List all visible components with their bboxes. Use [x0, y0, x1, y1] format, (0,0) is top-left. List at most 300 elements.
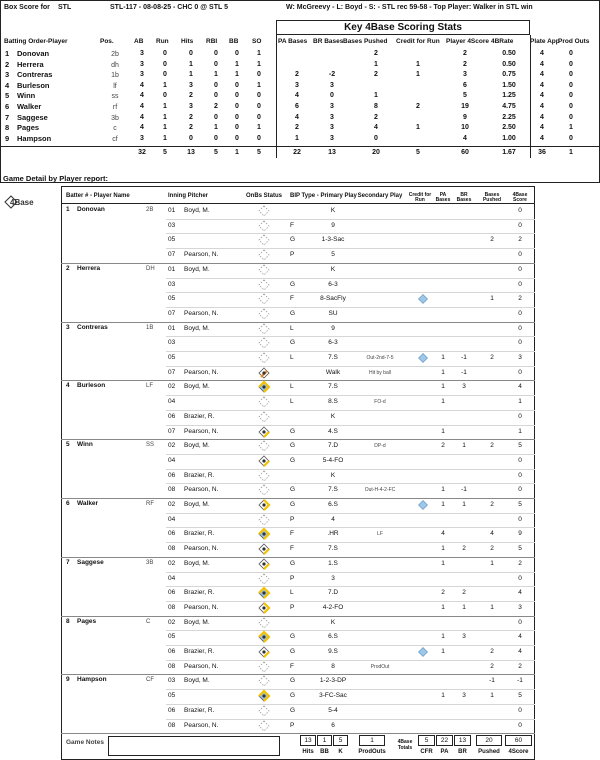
pa-bases: 1 — [441, 692, 445, 700]
pa-4base-score: 2 — [518, 236, 522, 244]
pa-rule — [166, 336, 535, 337]
pa-bases: 1 — [441, 559, 445, 567]
box-cell-rate: 1.00 — [502, 134, 516, 142]
box-cell-score: 10 — [461, 124, 469, 132]
onbase-diamond-icon — [257, 410, 271, 424]
box-cell-run: 0 — [163, 50, 167, 57]
onbase-diamond-icon — [257, 527, 271, 541]
box-cell-bb: 1 — [235, 71, 239, 79]
box-cell-rbi: 0 — [214, 60, 218, 68]
credit-run-diamond-icon — [418, 294, 428, 304]
pa-primary-play: 1-3-Sac — [321, 236, 345, 244]
onbase-diamond-icon — [257, 483, 271, 497]
total-br-box: 13 — [454, 735, 471, 746]
pa-primary-play: SU — [328, 309, 338, 317]
box-cell-rbi: 2 — [214, 103, 218, 110]
pa-4base-score: 4 — [518, 633, 522, 641]
br-bases: 3 — [462, 692, 466, 700]
box-cell-score: 6 — [463, 81, 467, 89]
onbase-diamond-icon — [257, 263, 271, 277]
box-totals-rule — [0, 146, 600, 147]
box-cell-rbi: 0 — [214, 92, 218, 100]
pa-inning: 07 — [168, 368, 176, 376]
pa-primary-play: K — [330, 265, 336, 273]
box-cell-cfr: 1 — [416, 60, 420, 68]
pa-4base-score: 9 — [518, 530, 522, 538]
game-notes-label: Game Notes — [66, 739, 104, 746]
total-k-label: K — [338, 749, 343, 755]
bases-pushed: 1 — [490, 295, 494, 303]
pa-primary-play: 7.D — [327, 442, 339, 450]
box-stat-header-5: 4BRate — [491, 38, 514, 45]
pa-4base-score: 5 — [518, 545, 522, 553]
pa-bip-type: G — [290, 339, 296, 347]
pa-4base-score: 3 — [518, 354, 522, 361]
batter-position: DH — [146, 265, 155, 272]
pa-bip-type: G — [290, 236, 296, 244]
box-stat-header-6: Plate App — [530, 38, 560, 45]
pa-primary-play: 8.S — [328, 398, 338, 406]
batter-name: Burleson — [77, 382, 106, 390]
batter-position: CF — [146, 677, 154, 684]
pa-rule — [166, 292, 535, 293]
onbase-diamond-icon — [257, 248, 271, 262]
box-cell-player: Saggese — [17, 112, 48, 122]
pa-4base-score: 0 — [518, 618, 522, 626]
pa-inning: 08 — [168, 486, 176, 494]
br-bases: 2 — [462, 589, 466, 597]
pa-pitcher: Pearson, N. — [184, 545, 219, 553]
pa-pitcher: Boyd, M. — [184, 324, 210, 332]
pa-4base-score: 2 — [518, 295, 522, 303]
box-cell-br: 3 — [330, 113, 334, 121]
box-cell-run: 1 — [163, 124, 167, 132]
box-cell-app: 4 — [540, 113, 544, 121]
box-cell-bb: 1 — [235, 60, 239, 68]
onbase-diamond-icon — [257, 689, 271, 703]
pa-primary-play: 7.S — [328, 383, 338, 391]
box-row-num: 6 — [5, 102, 10, 111]
box-cell-br: 0 — [330, 92, 334, 100]
box-total-cfr: 5 — [416, 149, 420, 157]
pa-rule — [166, 410, 535, 411]
bases-pushed: 2 — [490, 236, 494, 244]
detail-col-header-9: 4Base Score — [512, 192, 528, 204]
pa-primary-play: 1-2-3-DP — [319, 677, 347, 685]
box-cell-pa: 1 — [295, 134, 299, 142]
batter-number: 5 — [66, 441, 70, 449]
pa-primary-play: K — [330, 618, 336, 626]
box-cell-pos: ss — [111, 93, 119, 101]
box-cell-rate: 1.25 — [502, 92, 516, 100]
pa-bip-type: G — [290, 501, 296, 508]
pa-pitcher: Boyd, M. — [184, 618, 210, 626]
box-cell-rbi: 0 — [214, 81, 218, 89]
pa-inning: 06 — [168, 648, 176, 655]
box-cell-bb: 0 — [235, 103, 239, 110]
box-cell-bp: 1 — [374, 92, 378, 100]
box-cell-pos: c — [113, 125, 117, 133]
pa-4base-score: 0 — [518, 265, 522, 273]
box-cell-pos: cf — [112, 135, 118, 143]
pa-4base-score: 0 — [518, 207, 522, 214]
box-cell-po: 1 — [569, 124, 573, 132]
pa-primary-play: K — [330, 207, 336, 214]
box-cell-rbi: 0 — [214, 50, 218, 57]
pa-inning: 05 — [168, 354, 176, 361]
total-bb-label: BB — [320, 749, 329, 755]
box-col-header-0: Batting Order-Player — [4, 38, 68, 45]
pa-inning: 08 — [168, 662, 176, 670]
credit-run-diamond-icon — [418, 647, 428, 657]
onbase-diamond-icon — [257, 557, 271, 571]
bases-pushed: 4 — [490, 530, 494, 538]
box-cell-run: 0 — [163, 92, 167, 100]
box-cell-po: 0 — [569, 113, 573, 121]
box-cell-app: 4 — [540, 92, 544, 100]
box-cell-run: 0 — [163, 71, 167, 79]
detail-col-header-7: BR Bases — [456, 192, 472, 204]
pa-rule — [166, 572, 535, 573]
batter-position: LF — [146, 383, 154, 390]
onbase-diamond-icon — [257, 513, 271, 527]
result-line: W: McGreevy - L: Boyd - S: - STL rec 59-58 - Top Player: Walker in STL win — [286, 4, 533, 11]
box-total-score: 60 — [461, 149, 469, 157]
pa-secondary-play: DP-d — [374, 443, 386, 450]
pa-rule — [166, 542, 535, 543]
pa-bases: 1 — [441, 368, 445, 376]
pa-primary-play: 7.D — [327, 589, 339, 597]
total-cfr-box: 5 — [418, 735, 435, 746]
pa-primary-play: 5 — [331, 251, 335, 259]
bases-pushed: 1 — [490, 559, 494, 567]
pa-pitcher: Pearson, N. — [184, 486, 219, 494]
box-cell-so: 0 — [257, 134, 261, 142]
pa-inning: 01 — [168, 265, 176, 273]
logo-text: 4Base — [10, 198, 34, 207]
box-cell-app: 4 — [540, 71, 544, 79]
bases-pushed: 2 — [490, 501, 494, 508]
box-row-num: 3 — [5, 70, 10, 80]
total-score-label: 4Score — [508, 749, 529, 755]
batter-divider — [61, 557, 535, 558]
box-cell-bp: 4 — [374, 124, 378, 132]
stats-title: Key 4Base Scoring Stats — [344, 22, 462, 33]
detail-col-header-0: Batter # - Player Name — [66, 193, 130, 199]
box-cell-pa: 4 — [295, 92, 299, 100]
total-pa-label: PA — [440, 749, 449, 755]
pa-inning: 03 — [168, 677, 176, 685]
box-cell-bb: 0 — [235, 134, 239, 142]
pa-bip-type: G — [290, 633, 296, 641]
onbase-diamond-icon — [257, 469, 271, 483]
batter-name: Herrera — [77, 264, 101, 272]
pa-rule — [166, 527, 535, 528]
pa-pitcher: Pearson, N. — [184, 309, 219, 317]
pa-rule — [166, 366, 535, 367]
pa-primary-play: 4.S — [328, 427, 338, 435]
box-total-bb: 1 — [235, 149, 239, 157]
pa-bip-type: G — [290, 427, 296, 435]
box-cell-so: 0 — [257, 103, 261, 110]
onbase-diamond-icon — [257, 307, 271, 321]
box-row-num: 8 — [5, 123, 10, 133]
box-col-header-7: SO — [252, 38, 262, 45]
box-total-pa: 22 — [293, 149, 301, 157]
box-cell-rbi: 0 — [214, 134, 218, 142]
pa-bip-type: G — [290, 442, 296, 450]
pa-pitcher: Pearson, N. — [184, 603, 219, 611]
onbase-diamond-icon — [257, 674, 271, 688]
pa-rule — [166, 233, 535, 234]
pa-pitcher: Boyd, M. — [184, 207, 210, 214]
pa-rule — [166, 645, 535, 646]
batter-number: 6 — [66, 500, 70, 507]
pa-inning: 06 — [168, 589, 176, 597]
logo — [2, 193, 42, 211]
box-cell-hits: 3 — [189, 81, 193, 89]
pa-primary-play: 7.S — [328, 545, 338, 553]
box-cell-player: Donovan — [17, 49, 50, 58]
box-cell-player: Walker — [17, 102, 42, 111]
pa-inning: 02 — [168, 501, 176, 508]
box-cell-bp: 2 — [374, 71, 378, 79]
pa-rule — [166, 248, 535, 249]
box-total-hits: 13 — [187, 149, 195, 157]
pa-4base-score: 3 — [518, 603, 522, 611]
pa-inning: 08 — [168, 545, 176, 553]
box-cell-player: Winn — [17, 91, 36, 101]
pa-rule — [166, 630, 535, 631]
pa-bip-type: L — [290, 589, 294, 597]
box-cell-app: 4 — [540, 124, 544, 132]
pa-bip-type: P — [290, 515, 295, 523]
pa-pitcher: Boyd, M. — [184, 265, 210, 273]
box-stat-header-7: Prod Outs — [558, 38, 590, 45]
pa-bip-type: L — [290, 354, 294, 361]
box-cell-player: Contreras — [17, 70, 53, 80]
bases-pushed: 2 — [490, 648, 494, 655]
pa-inning: 05 — [168, 295, 176, 303]
br-bases: 1 — [462, 501, 466, 508]
box-cell-pa: 2 — [295, 71, 299, 79]
detail-title: Game Detail by Player report: — [3, 174, 109, 183]
pa-pitcher: Boyd, M. — [184, 442, 210, 450]
box-cell-bp: 1 — [374, 60, 378, 68]
game-notes-box — [108, 736, 280, 756]
box-stat-header-1: BR Bases — [313, 38, 344, 45]
pa-bip-type: P — [290, 721, 295, 729]
pa-primary-play: 8 — [331, 662, 335, 670]
box-cell-po: 0 — [569, 71, 573, 79]
batter-number: 7 — [66, 558, 70, 566]
pa-4base-score: 4 — [518, 589, 522, 597]
pa-primary-play: K — [330, 412, 336, 420]
pa-primary-play: 3 — [331, 574, 335, 582]
box-cell-run: 1 — [163, 134, 167, 142]
pa-inning: 02 — [168, 618, 176, 626]
br-bases: 3 — [462, 383, 466, 391]
box-cell-br: -2 — [328, 71, 336, 79]
box-cell-rate: 0.50 — [502, 60, 516, 68]
box-cell-run: 0 — [163, 60, 167, 68]
onbase-diamond-icon — [257, 542, 271, 556]
br-bases: 1 — [462, 442, 466, 450]
box-cell-score: 19 — [461, 103, 469, 110]
pa-primary-play: 4 — [331, 515, 335, 523]
pa-pitcher: Brazier, R. — [184, 412, 215, 420]
pa-pitcher: Boyd, M. — [184, 677, 210, 685]
pa-4base-score: 0 — [518, 251, 522, 259]
pa-primary-play: 9 — [331, 324, 335, 332]
box-cell-score: 2 — [463, 50, 467, 57]
onbase-diamond-icon — [257, 601, 271, 615]
box-cell-hits: 0 — [189, 50, 193, 57]
batter-name: Walker — [77, 500, 99, 507]
pa-4base-score: 5 — [518, 501, 522, 508]
box-cell-so: 0 — [257, 92, 261, 100]
batter-name: Hampson — [77, 676, 107, 684]
total-hits-box: 13 — [300, 735, 316, 746]
pa-4base-score: 0 — [518, 324, 522, 332]
pa-4base-score: 0 — [518, 368, 522, 376]
pa-bases: 1 — [441, 501, 445, 508]
box-cell-br: 3 — [330, 124, 334, 132]
box-total-rbi: 5 — [214, 149, 218, 157]
pa-secondary-play: Hit by ball — [369, 369, 391, 376]
pa-pitcher: Brazier, R. — [184, 589, 215, 597]
batter-position: 2B — [146, 207, 154, 213]
pa-primary-play: 3-FC-Sac — [319, 692, 347, 700]
box-total-app: 36 — [538, 149, 546, 157]
box-cell-ab: 4 — [140, 113, 144, 121]
box-cell-br: 3 — [330, 134, 334, 142]
game-line: STL-117 - 08-08-25 - CHC 0 @ STL 5 — [110, 4, 228, 11]
batter-position: C — [146, 618, 151, 625]
box-cell-hits: 2 — [189, 113, 193, 121]
box-cell-bb: 0 — [235, 81, 239, 89]
box-cell-cfr: 2 — [416, 103, 420, 110]
pa-rule — [166, 483, 535, 484]
box-row-num: 4 — [5, 80, 10, 90]
batter-divider — [61, 380, 535, 381]
pa-primary-play: 5-4 — [328, 706, 338, 714]
onbase-diamond-icon — [257, 219, 271, 233]
pa-primary-play: 7.S — [328, 354, 338, 361]
box-total-ab: 32 — [138, 149, 146, 157]
pa-rule — [166, 689, 535, 690]
box-total-br: 13 — [328, 149, 336, 157]
pa-rule — [166, 219, 535, 220]
pa-primary-play: K — [330, 471, 336, 479]
pa-bip-type: L — [290, 324, 294, 332]
box-cell-po: 0 — [569, 50, 573, 57]
pa-inning: 07 — [168, 251, 176, 259]
pa-primary-play: 6-3 — [328, 339, 338, 347]
box-cell-score: 9 — [463, 113, 467, 121]
onbase-diamond-icon — [257, 660, 271, 674]
box-cell-po: 0 — [569, 81, 573, 89]
box-score-label: Box Score for — [4, 4, 50, 11]
box-cell-score: 3 — [463, 71, 467, 79]
pa-inning: 03 — [168, 339, 176, 347]
total-pushed-box: 20 — [476, 735, 502, 746]
bases-pushed: -1 — [489, 677, 495, 685]
box-cell-ab: 4 — [140, 81, 144, 89]
pa-4base-score: -1 — [517, 677, 523, 685]
onbase-diamond-icon — [257, 233, 271, 247]
box-cell-ab: 4 — [140, 124, 144, 132]
box-cell-so: 0 — [257, 113, 261, 121]
pa-rule — [166, 307, 535, 308]
pa-secondary-play: ProdOut — [370, 663, 390, 670]
pa-inning: 04 — [168, 456, 176, 464]
onbase-diamond-icon — [257, 425, 271, 439]
pa-inning: 04 — [168, 574, 176, 582]
pa-4base-score: 0 — [518, 471, 522, 479]
box-cell-bb: 0 — [235, 92, 239, 100]
pa-4base-score: 0 — [518, 721, 522, 729]
batter-position: 3B — [146, 559, 154, 566]
pa-4base-score: 1 — [518, 398, 522, 406]
onbase-diamond-icon — [257, 395, 271, 409]
pa-pitcher: Brazier, R. — [184, 706, 215, 714]
total-k-box: 5 — [333, 735, 348, 746]
batter-name: Pages — [77, 617, 97, 625]
pa-4base-score: 4 — [518, 648, 522, 655]
pa-4base-score: 0 — [518, 280, 522, 288]
pa-bases: 4 — [441, 530, 445, 538]
box-stat-header-2: Bases Pushed — [343, 38, 388, 45]
box-cell-score: 2 — [463, 60, 467, 68]
box-cell-pos: rf — [112, 104, 118, 111]
box-col-header-1: Pos. — [100, 38, 114, 45]
batter-divider — [61, 616, 535, 617]
credit-run-diamond-icon — [418, 500, 428, 510]
box-cell-ab: 3 — [140, 60, 144, 68]
box-cell-bb: 0 — [235, 50, 239, 57]
pa-4base-score: 0 — [518, 486, 522, 494]
box-cell-pos: 1b — [111, 72, 119, 80]
box-cell-run: 1 — [163, 103, 167, 110]
onbase-diamond-icon — [257, 204, 271, 218]
pa-inning: 01 — [168, 207, 176, 214]
pa-bases: 2 — [441, 442, 445, 450]
box-row-num: 1 — [5, 49, 10, 58]
box-row-num: 5 — [5, 91, 10, 101]
box-cell-rate: 0.50 — [502, 50, 516, 57]
pa-bases: 1 — [441, 427, 445, 435]
box-stats-divider-right — [530, 35, 531, 158]
box-cell-player: Hampson — [17, 133, 52, 143]
pa-4base-score: 0 — [518, 221, 522, 229]
box-cell-hits: 0 — [189, 134, 193, 142]
detail-col-header-4: Secondary Play — [357, 193, 403, 199]
pa-primary-play: 6 — [331, 721, 335, 729]
box-col-header-3: Run — [156, 38, 169, 45]
pa-inning: 08 — [168, 721, 176, 729]
detail-col-header-6: PA Bases — [435, 192, 451, 204]
batter-number: 4 — [66, 382, 70, 390]
box-cell-bb: 0 — [235, 124, 239, 132]
pa-inning: 04 — [168, 398, 176, 406]
batter-number: 2 — [66, 264, 70, 272]
pa-primary-play: 6-3 — [328, 280, 338, 288]
batter-position: RF — [146, 501, 154, 507]
box-cell-rbi: 0 — [214, 113, 218, 121]
pa-pitcher: Boyd, M. — [184, 383, 210, 391]
onbase-diamond-icon — [257, 439, 271, 453]
